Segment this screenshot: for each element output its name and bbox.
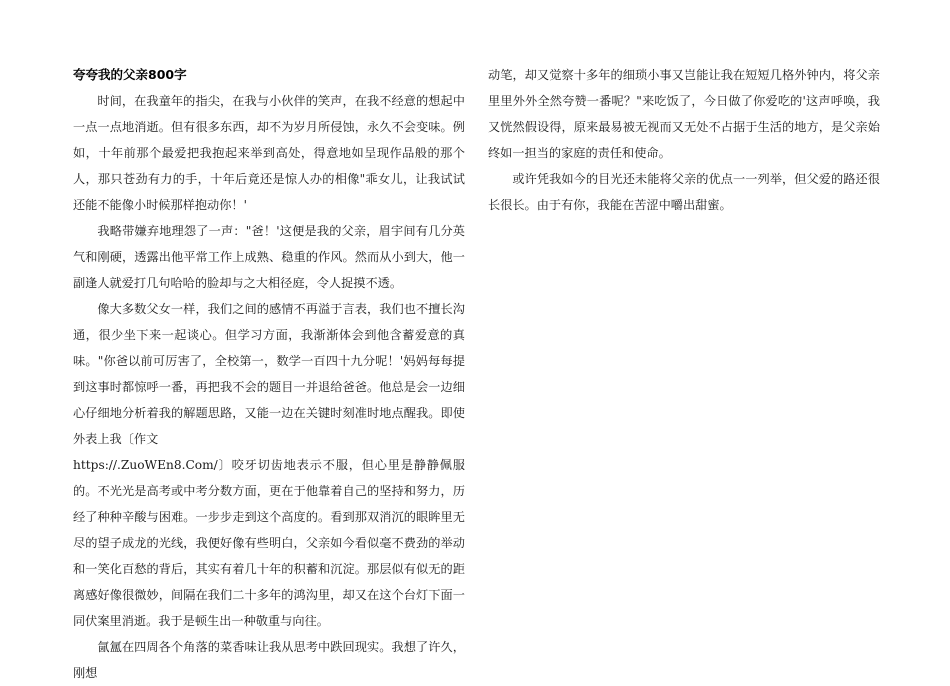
left-column [73, 62, 465, 686]
paragraph-continuation: https://.ZuoWEn8.Com/〕咬牙切齿地表示不服，但心里是静静佩服的。不光光是高考或中考分数方面，更在于他靠着自己的坚持和努力，历经了种种辛酸与困难。一步步走到这个高度的。看到那双消沉的眼眸里无尽的望子成龙的光线，我便好像有些明白，父亲如今看似毫不费劲的举动和一笑化百愁的背后，其实有着几十年的积蓄和沉淀。那层似有似无的距离感好像很微妙，间隔在我们二十多年的鸿沟里，却又在这个台灯下面一同伏案里消逝。我于是顿生出一种敬重与向往。 [73, 458, 465, 628]
paragraph-continuation: 动笔，却又觉察十多年的细琐小事又岂能让我在短短几格外钟内，将父亲里里外外全然夸赞一番呢？"来吃饭了，今日做了你爱吃的'这声呼唤，我又恍然假设得，原来最易被无视而又无处不占据于生活的地方，是父亲始终如一担当的家庭的责任和使命。 [488, 68, 880, 160]
paragraph: 像大多数父女一样，我们之间的感情不再溢于言表，我们也不擅长沟通，很少坐下来一起谈心。但学习方面，我渐渐体会到他含蓄爱意的真味。"你爸以前可厉害了，全校第一，数学一百四十九分呢！'妈妈每每提到这事时都惊呼一番，再把我不会的题目一并退给爸爸。他总是会一边细心仔细地分析着我的解题思路，又能一边在关键时刻准时地点醒我。即使外表上我〔作文 [73, 302, 465, 446]
right-column [488, 62, 880, 218]
paragraph: 我略带嫌弃地理怨了一声："爸！'这便是我的父亲，眉宇间有几分英气和刚硬，透露出他平常工作上成熟、稳重的作风。然而从小到大，他一副逢人就爱打几句哈哈的脸却与之大相径庭，令人捉摸不透。 [73, 224, 465, 290]
article-title: 夸夸我的父亲800字 [73, 67, 187, 82]
paragraph: 时间，在我童年的指尖，在我与小伙伴的笑声，在我不经意的想起中一点一点地消逝。但有很多东西，却不为岁月所侵蚀，永久不会变味。例如，十年前那个最爱把我抱起来举到高处，得意地如呈现作品般的那个人，那只苍劲有力的手，十年后竟还是惊人办的相像"乖女儿，让我试试还能不能像小时候那样抱动你！' [73, 94, 465, 212]
paragraph: 氤氲在四周各个角落的菜香味让我从思考中跌回现实。我想了许久，刚想 [73, 640, 465, 680]
paragraph: 或许凭我如今的目光还未能将父亲的优点一一列举，但父爱的路还很长很长。由于有你，我能在苦涩中嚼出甜蜜。 [488, 172, 880, 212]
